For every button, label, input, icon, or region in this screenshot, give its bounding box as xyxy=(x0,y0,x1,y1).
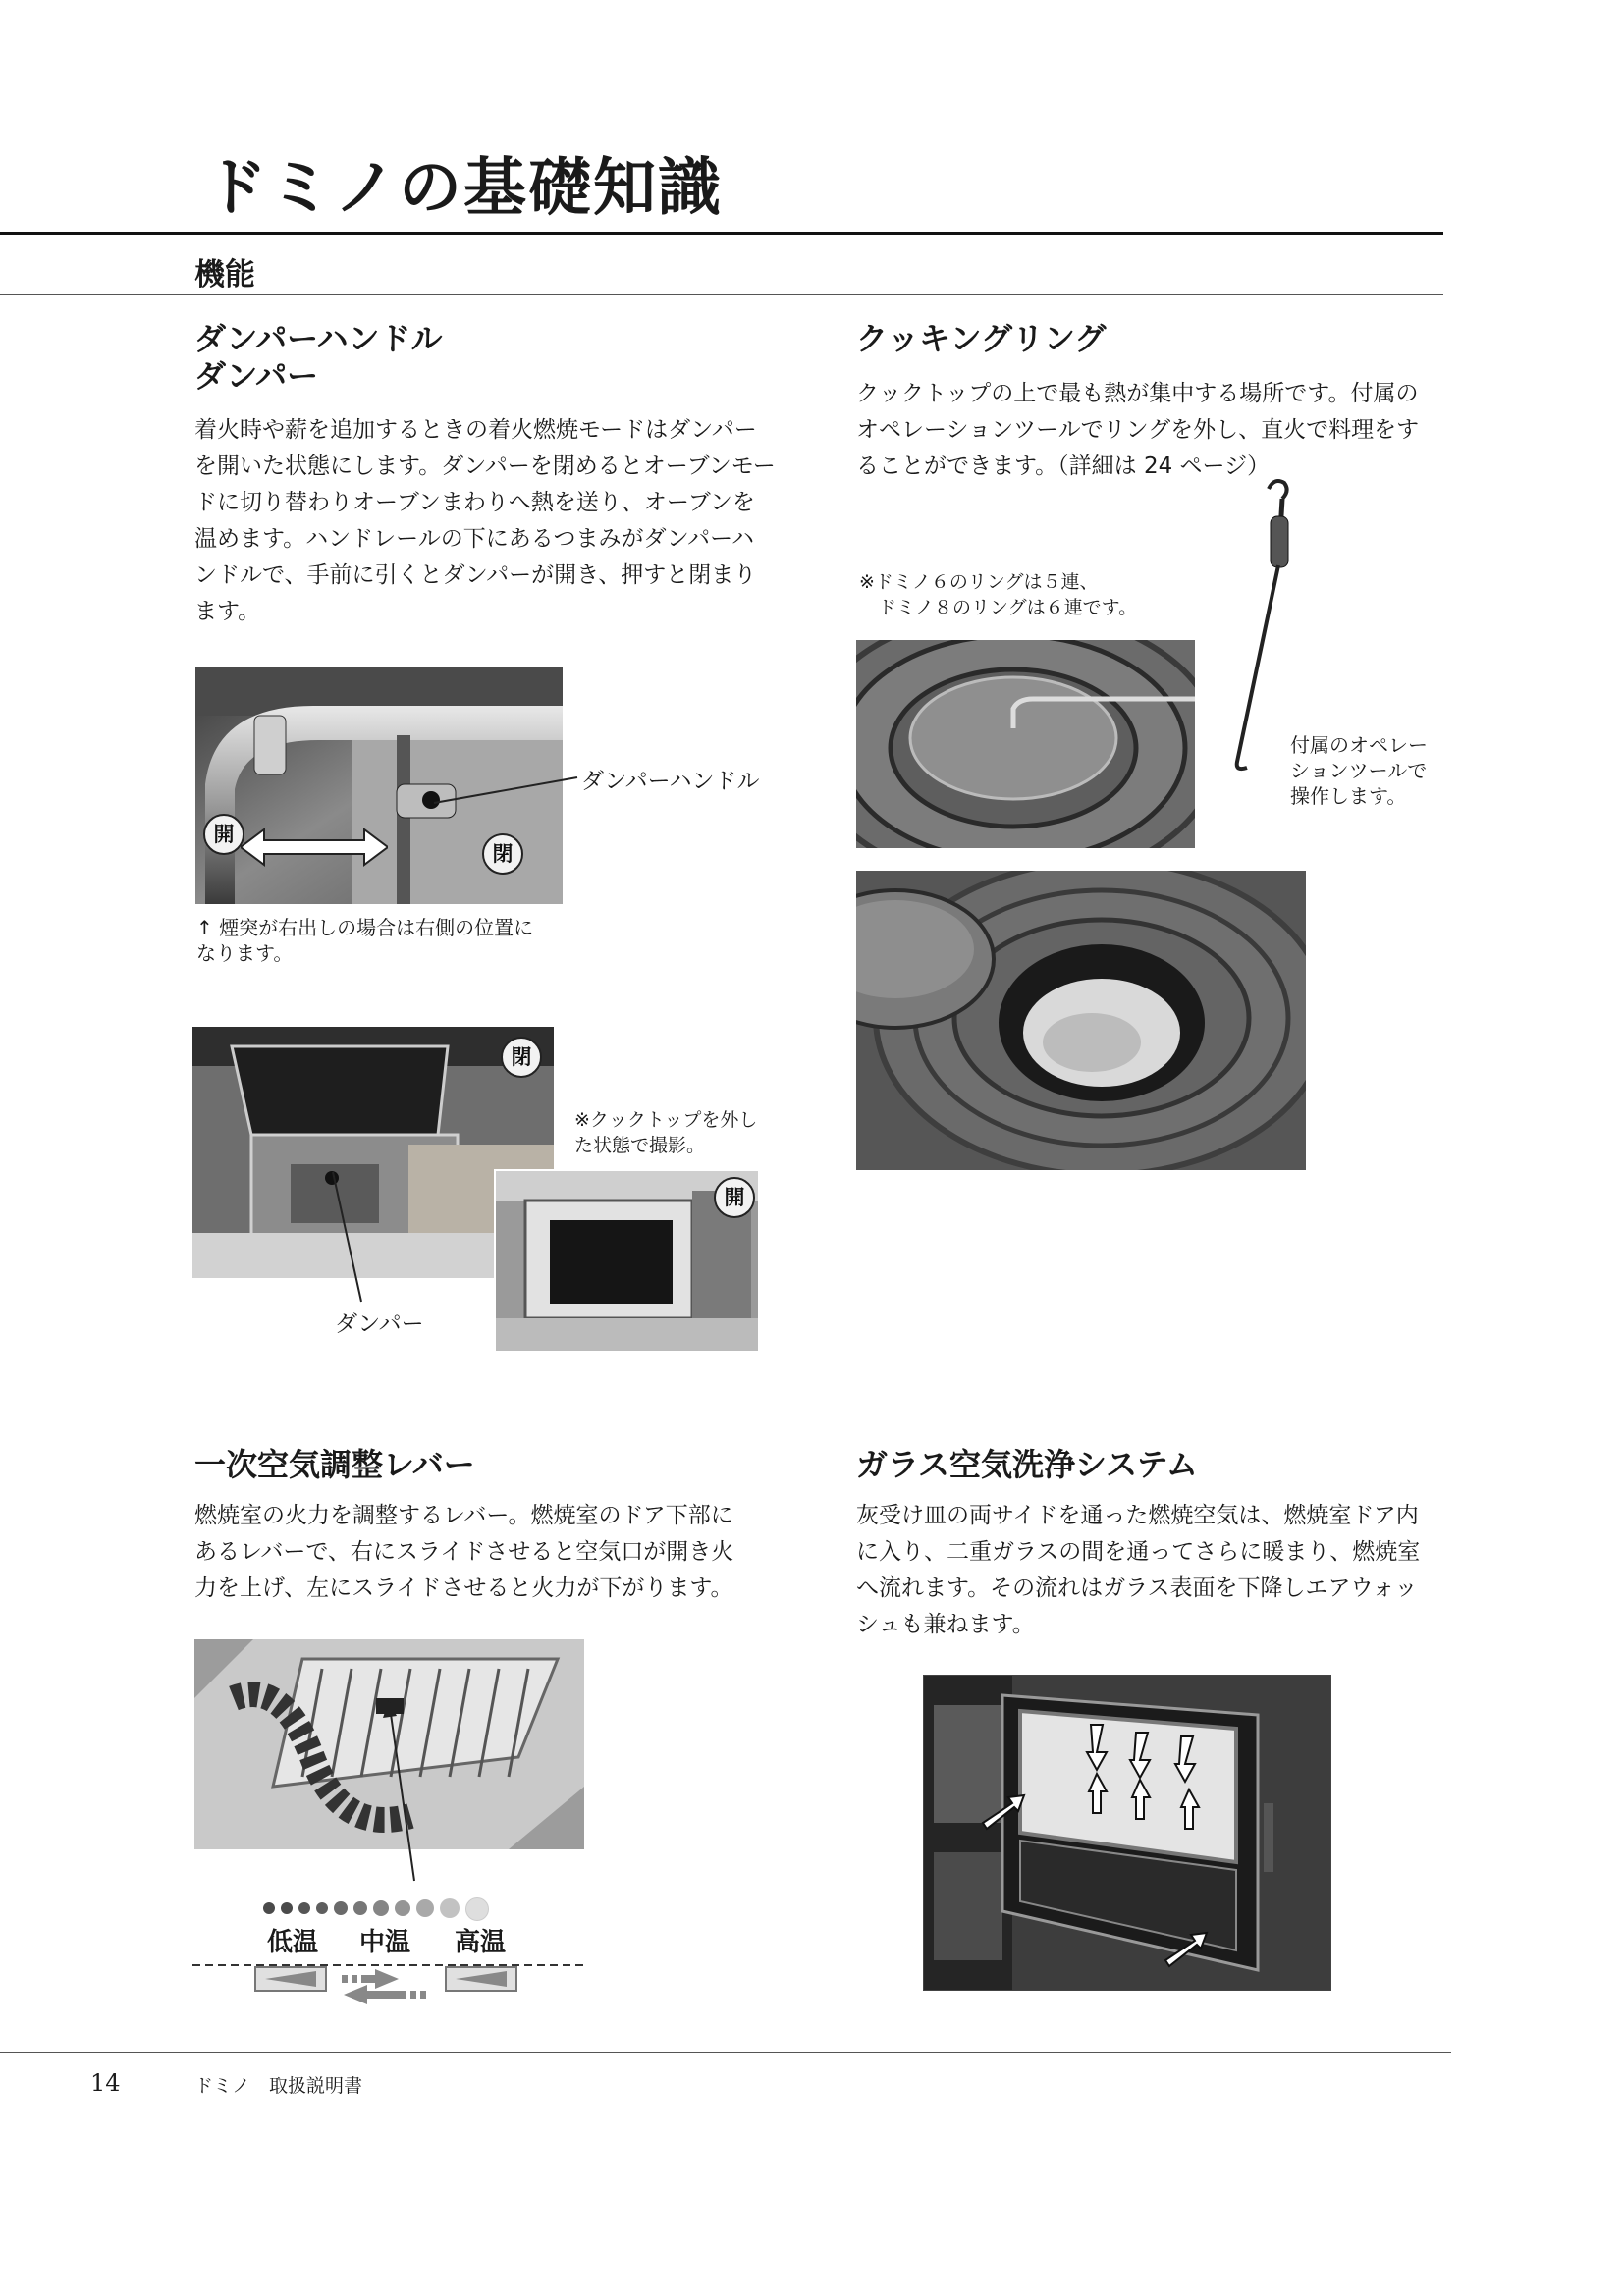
ring-count-note-line: ※ドミノ６のリングは５連、 xyxy=(859,571,1099,593)
lever-leader-line xyxy=(383,1698,422,1885)
title-rule xyxy=(0,232,1443,235)
cooktop-note-line: た状態で撮影。 xyxy=(574,1135,706,1156)
cooking-ring-body-line: ることができます。（詳細は 24 ページ） xyxy=(856,454,1271,479)
damper-heading-line2: ダンパー xyxy=(194,357,319,395)
temp-high-label: 高温 xyxy=(455,1928,507,1957)
section-title: 機能 xyxy=(194,257,255,293)
cooking-ring-body-line: オペレーションツールでリングを外し、直火で料理をす xyxy=(856,417,1420,443)
page-number: 14 xyxy=(90,2069,121,2097)
tool-caption-line: 付属のオペレー xyxy=(1290,733,1428,757)
operation-tool-image xyxy=(1218,477,1306,772)
document-name: ドミノ 取扱説明書 xyxy=(194,2075,363,2097)
open-mark-photo: 開 xyxy=(714,1177,755,1218)
cooking-ring-heading: クッキングリング xyxy=(856,320,1107,357)
damper-handle-label: ダンパーハンドル xyxy=(581,769,760,794)
damper-heading-line1: ダンパーハンドル xyxy=(194,320,443,357)
air-lever-heading: 一次空気調整レバー xyxy=(194,1446,475,1483)
tool-caption-line: ションツールで xyxy=(1290,759,1428,782)
air-lever-body xyxy=(194,1498,793,1607)
page-title: ドミノの基礎知識 xyxy=(204,151,723,225)
air-lever-body-line: 力を上げ、左にスライドさせると火力が下がります。 xyxy=(194,1575,733,1601)
cooking-ring-body xyxy=(856,376,1445,485)
damper-body-line: ます。 xyxy=(194,599,261,624)
tool-caption xyxy=(1290,732,1428,809)
temperature-dots xyxy=(263,1896,509,1920)
ring-count-note xyxy=(859,569,1137,620)
damper-heading xyxy=(194,320,442,395)
tool-caption-line: 操作します。 xyxy=(1290,784,1407,808)
glass-body-line: へ流れます。その流れはガラス表面を下降しエアウォッ xyxy=(856,1575,1418,1601)
damper-open-photo xyxy=(494,1169,760,1353)
temp-low-label: 低温 xyxy=(267,1928,319,1957)
glass-body-line: に入り、二重ガラスの間を通ってさらに暖まり、燃焼室 xyxy=(856,1539,1421,1565)
chimney-note-line: ↑ 煙突が右出しの場合は右側の位置に xyxy=(196,916,534,939)
handle-leader-line xyxy=(432,766,579,805)
damper-label: ダンパー xyxy=(335,1311,424,1337)
ring-count-note-line: ドミノ８のリングは６連です。 xyxy=(859,597,1138,618)
chimney-note-line: なります。 xyxy=(196,941,294,965)
glass-body-line: シュも兼ねます。 xyxy=(856,1612,1035,1637)
damper-leader-line xyxy=(330,1170,369,1306)
damper-body-line: 温めます。ハンドレールの下にあるつまみがダンパーハ xyxy=(194,526,754,552)
cooktop-note-line: ※クックトップを外し xyxy=(574,1109,758,1131)
cooktop-note xyxy=(574,1107,757,1158)
lever-slide-diagram xyxy=(192,1953,585,2022)
cooking-ring-body-line: クックトップの上で最も熱が集中する場所です。付属の xyxy=(856,381,1419,406)
close-mark: 閉 xyxy=(482,833,523,875)
damper-body-line: ンドルで、手前に引くとダンパーが開き、押すと閉まり xyxy=(194,562,757,588)
glass-body xyxy=(856,1498,1445,1643)
open-mark: 開 xyxy=(203,814,244,855)
glass-body-line: 灰受け皿の両サイドを通った燃焼空気は、燃焼室ドア内 xyxy=(856,1503,1419,1528)
ring-open-photo xyxy=(856,871,1306,1170)
damper-body-line: を開いた状態にします。ダンパーを閉めるとオーブンモー xyxy=(194,454,776,479)
damper-body xyxy=(194,412,793,630)
ring-lift-photo xyxy=(856,640,1195,848)
damper-body-line: ドに切り替わりオーブンまわりへ熱を送り、オーブンを xyxy=(194,490,755,515)
air-lever-body-line: あるレバーで、右にスライドさせると空気口が開き火 xyxy=(194,1539,734,1565)
section-rule xyxy=(0,294,1443,295)
glass-door-photo xyxy=(923,1675,1331,1991)
close-mark-photo: 閉 xyxy=(501,1037,542,1078)
footer-rule xyxy=(0,2052,1451,2053)
damper-body-line: 着火時や薪を追加するときの着火燃焼モードはダンパー xyxy=(194,417,757,443)
temp-mid-label: 中温 xyxy=(359,1928,411,1957)
glass-heading: ガラス空気洗浄システム xyxy=(856,1446,1198,1483)
air-lever-body-line: 燃焼室の火力を調整するレバー。燃焼室のドア下部に xyxy=(194,1503,733,1528)
chimney-note xyxy=(196,915,533,966)
